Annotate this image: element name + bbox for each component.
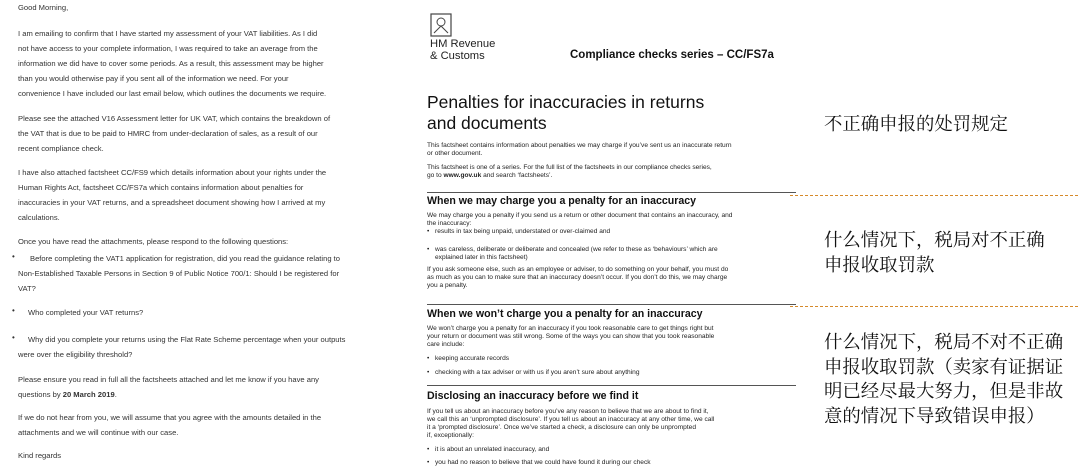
s1-p2-line2: as much as you can to make sure that an inaccuracy doesn’t occur. If you don’t do this, we may charge: [427, 274, 728, 281]
note-penalty-rules: 不正确申报的处罚规定: [824, 113, 1008, 134]
email-closing: Kind regards: [18, 451, 62, 460]
s2-bullet2: [427, 369, 640, 378]
s3-line4: if, exceptionally:: [427, 432, 474, 439]
email-q3-l1: Why did you complete your returns using the Flat Rate Scheme percentage when your outputs: [28, 335, 346, 344]
section2-heading: When we won’t charge you a penalty for an inaccuracy: [427, 308, 703, 320]
email-greeting: Good Morning,: [18, 3, 69, 12]
doc-title: [427, 92, 704, 134]
s2-bullet2-text: checking with a tax adviser or with us if you aren’t sure about anything: [435, 369, 640, 376]
s1-bullet1: [427, 228, 610, 237]
bullet-icon: •: [12, 252, 15, 261]
note-when-not-charged: [824, 330, 1064, 428]
s2-line3: care include:: [427, 341, 465, 348]
section-divider: [427, 304, 796, 305]
email-p2-l2: the VAT that is due to be paid to HMRC from under-declaration of sales, as a result of our: [18, 129, 318, 138]
hmrc-logo: [430, 38, 495, 62]
s1-p2-line3: you a penalty.: [427, 282, 468, 289]
s3-line2: we call this an ‘unprompted disclosure’. If you tell us about an inaccuracy at any other time, we call: [427, 416, 715, 423]
email-p2-l3: recent compliance check.: [18, 144, 104, 153]
deadline-date: 20 March 2019: [62, 390, 115, 399]
email-p3-l4: calculations.: [18, 213, 60, 222]
series-title: Compliance checks series – CC/FS7a: [570, 49, 774, 61]
s3-bullet2-text: you had no reason to believe that we could have found it during our check: [435, 459, 651, 466]
s1-bullet2-line2: explained later in this factsheet): [435, 254, 528, 261]
note3-line1: 什么情况下，税局不对不正确: [824, 331, 1064, 352]
title-line1: Penalties for inaccuracies in returns: [427, 92, 705, 112]
royal-crest-icon: [430, 13, 452, 37]
section3-heading: Disclosing an inaccuracy before we find it: [427, 390, 639, 402]
s1-line2: the inaccuracy:: [427, 220, 472, 227]
email-q1-l3: VAT?: [18, 284, 36, 293]
intro2-line1: This factsheet is one of a series. For the full list of the factsheets in our compliance checks series,: [427, 164, 712, 171]
annotation-divider: [790, 306, 1078, 307]
bullet-icon: •: [12, 333, 15, 342]
note2-line2: 申报收取罚款: [824, 253, 935, 275]
email-q2: Who completed your VAT returns?: [28, 308, 144, 317]
s3-line3: it a ‘prompted disclosure’. Once we’ve started a check, a disclosure can only be unprompted: [427, 424, 697, 431]
s1-bullet1-text: results in tax being unpaid, understated or over-claimed and: [435, 228, 611, 235]
email-p6-l1: If we do not hear from you, we will assume that you agree with the amounts detailed in the: [18, 413, 322, 422]
email-p1-l5: convenience I have included our last email below, which outlines the documents we require.: [18, 89, 327, 98]
title-line2: and documents: [427, 113, 547, 133]
email-p5-l2: [18, 387, 117, 402]
s2-bullet1: [427, 355, 509, 364]
email-p1-l4: than you would otherwise pay if you sent all of the information we need. For your: [18, 74, 289, 83]
intro2-line2: [427, 172, 552, 181]
govuk-link[interactable]: www.gov.uk: [443, 172, 482, 179]
email-p3-l2: Human Rights Act, factsheet CC/FS7a which contains information about penalties for: [18, 183, 304, 192]
s3-line1: If you tell us about an inaccuracy before you’ve any reason to believe that we are about to find it,: [427, 408, 709, 415]
email-p5-pre: questions by: [18, 390, 63, 399]
email-p4: Once you have read the attachments, please respond to the following questions:: [18, 237, 289, 246]
email-panel: [0, 0, 392, 470]
section1-heading: When we may charge you a penalty for an inaccuracy: [427, 195, 697, 207]
section-divider: [427, 192, 796, 193]
email-p1-l2: not have access to your complete information, I was required to take an average from the: [18, 44, 318, 53]
note2-line1: 什么情况下，税局对不正确: [824, 229, 1045, 250]
s1-line1: We may charge you a penalty if you send us a return or other document that contains an inaccuracy, and: [427, 212, 733, 219]
email-p5-l1: Please ensure you read in full all the factsheets attached and let me know if you have any: [18, 375, 319, 384]
email-p3-l3: inaccuracies in your VAT returns, and a spreadsheet document showing how I arrived at my: [18, 198, 326, 207]
s3-bullet1-text: it is about an unrelated inaccuracy, and: [435, 446, 550, 453]
org-line1: HM Revenue: [430, 38, 496, 50]
email-q1-l1: Before completing the VAT1 application for registration, did you read the guidance relating to: [30, 254, 340, 263]
s2-bullet1-text: keeping accurate records: [435, 355, 510, 362]
note3-line2: 申报收取罚款（卖家有证据证: [824, 355, 1064, 377]
s3-bullet2: [427, 459, 651, 468]
org-line2: & Customs: [430, 50, 485, 62]
email-p6-l2: attachments and we will continue with our case.: [18, 428, 179, 437]
bullet-icon: •: [12, 306, 15, 315]
email-p2-l1: Please see the attached V16 Assessment letter for UK VAT, which contains the breakdown of: [18, 114, 331, 123]
note3-line4: 意的情况下导致错误申报）: [824, 404, 1045, 426]
email-p5-post: .: [114, 390, 117, 399]
s2-line2: your return or document was still wrong. Some of the ways you can show that you took reasonable: [427, 333, 715, 340]
annotation-divider: [790, 195, 1078, 196]
email-q3-l2: were over the eligibility threshold?: [18, 350, 133, 359]
note-when-charged: [824, 228, 1064, 277]
s1-p2-line1: If you ask someone else, such as an employee or adviser, to do something on your behalf, you must do: [427, 266, 729, 273]
intro2-pre: go to: [427, 172, 444, 179]
email-p3-l1: I have also attached factsheet CC/FS9 which details information about your rights under the: [18, 168, 327, 177]
email-p1-l1: I am emailing to confirm that I have started my assessment of your VAT liabilities. As I did: [18, 29, 318, 38]
s1-bullet2-text: was careless, deliberate or deliberate and concealed (we refer to these as ‘behaviours’ which are: [435, 246, 718, 253]
s3-bullet1: [427, 446, 549, 455]
email-p1-l3: information we did have to cover some periods. As a result, this assessment may be higher: [18, 59, 324, 68]
note3-line3: 明已经尽最大努力，但是非故: [824, 380, 1064, 401]
section-divider: [427, 385, 796, 386]
intro-line1: This factsheet contains information about penalties we may charge if you’ve sent us an inaccurate return: [427, 142, 732, 149]
s2-line1: We won’t charge you a penalty for an inaccuracy if you took reasonable care to get things right but: [427, 325, 714, 332]
intro2-post: and search ‘factsheets’.: [481, 172, 553, 179]
email-q1-l2: Non-Established Taxable Persons in Section 9 of Public Notice 700/1: Should I be registered for: [18, 269, 340, 278]
intro-line2: or other document.: [427, 150, 483, 157]
